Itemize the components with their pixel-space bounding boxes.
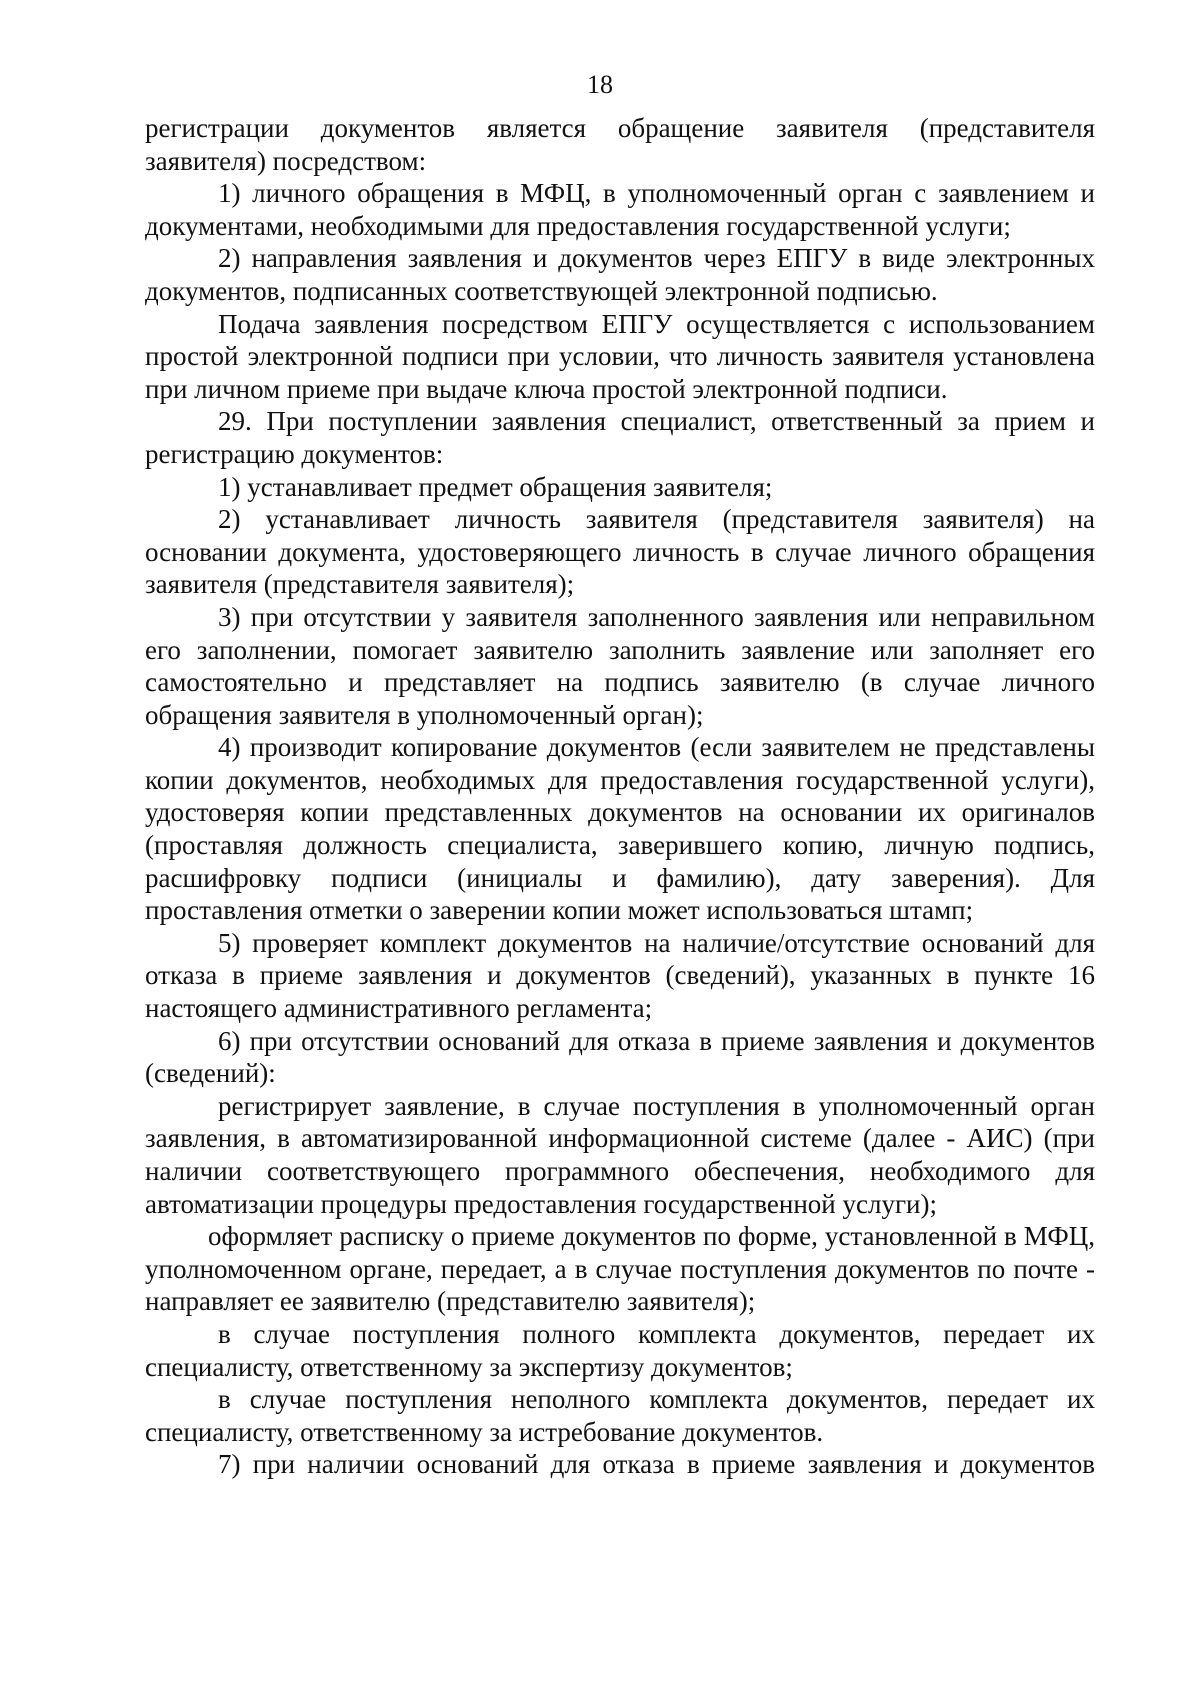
paragraph-clause-29-item-1: 1) устанавливает предмет обращения заявителя; <box>218 471 773 502</box>
paragraph-registers-application: регистрирует заявление, в случае поступления в уполномоченный орган заявления, в автоматизированной информационной системе (далее - АИС) (при наличии соответствующего программного обеспечения, необходимого для автоматизации процедуры предоставления государственной услуги); <box>145 1090 1095 1219</box>
paragraph-clause-29-item-7: 7) при наличии оснований для отказа в приеме заявления и документов <box>218 1449 1095 1480</box>
paragraph-incomplete-set: в случае поступления неполного комплекта документов, передает их специалисту, ответственному за истребование документов. <box>145 1384 1095 1447</box>
paragraph-clause-29: 29. При поступлении заявления специалист, ответственный за прием и регистрацию документов: <box>145 406 1095 469</box>
page-number: 18 <box>587 70 613 99</box>
paragraph-clause-29-item-5: 5) проверяет комплект документов на наличие/отсутствие оснований для отказа в приеме заявления и документов (сведений), указанных в пункте 16 настоящего административного регламента; <box>145 927 1095 1024</box>
paragraph-clause-29-item-3: 3) при отсутствии у заявителя заполненного заявления или неправильном его заполнении, помогает заявителю заполнить заявление или заполняет его самостоятельно и представляет на подпись заявителю (в случае личного обращения заявителя в уполномоченный орган); <box>145 601 1095 730</box>
paragraph-full-set: в случае поступления полного комплекта документов, передает их специалисту, ответственному за экспертизу документов; <box>145 1318 1095 1382</box>
paragraph-item-1-personal-appeal: 1) личного обращения в МФЦ, в уполномоченный орган с заявлением и документами, необходимыми для предоставления государственной услуги; <box>145 178 1095 241</box>
document-body <box>145 112 1095 1481</box>
paragraph-item-2-epgu: 2) направления заявления и документов через ЕПГУ в виде электронных документов, подписанных соответствующей электронной подписью. <box>145 243 1095 306</box>
paragraph-continuation: регистрации документов является обращение заявителя (представителя заявителя) посредством: <box>145 113 1095 176</box>
paragraph-clause-29-item-6: 6) при отсутствии оснований для отказа в приеме заявления и документов (сведений): <box>145 1025 1095 1089</box>
paragraph-clause-29-item-4: 4) производит копирование документов (если заявителем не представлены копии документов, необходимых для предоставления государственной услуги), удостоверяя копии представленных документов на основании их оригиналов (проставляя должность специалиста, заверившего копию, личную подпись, расшифровку подписи (инициалы и фамилию), дату заверения). Для проставления отметки о заверении копии может использоваться штамп; <box>145 732 1095 926</box>
paragraph-epgu-signature: Подача заявления посредством ЕПГУ осуществляется с использованием простой электронной подписи при условии, что личность заявителя установлена при личном приеме при выдаче ключа простой электронной подписи. <box>145 308 1095 404</box>
paragraph-clause-29-item-2: 2) устанавливает личность заявителя (представителя заявителя) на основании документа, удостоверяющего личность в случае личного обращения заявителя (представителя заявителя); <box>145 504 1095 600</box>
paragraph-issues-receipt: оформляет расписку о приеме документов по форме, установленной в МФЦ, уполномоченном органе, передает, а в случае поступления документов по почте - направляет ее заявителю (представителю заявителя); <box>145 1221 1095 1317</box>
